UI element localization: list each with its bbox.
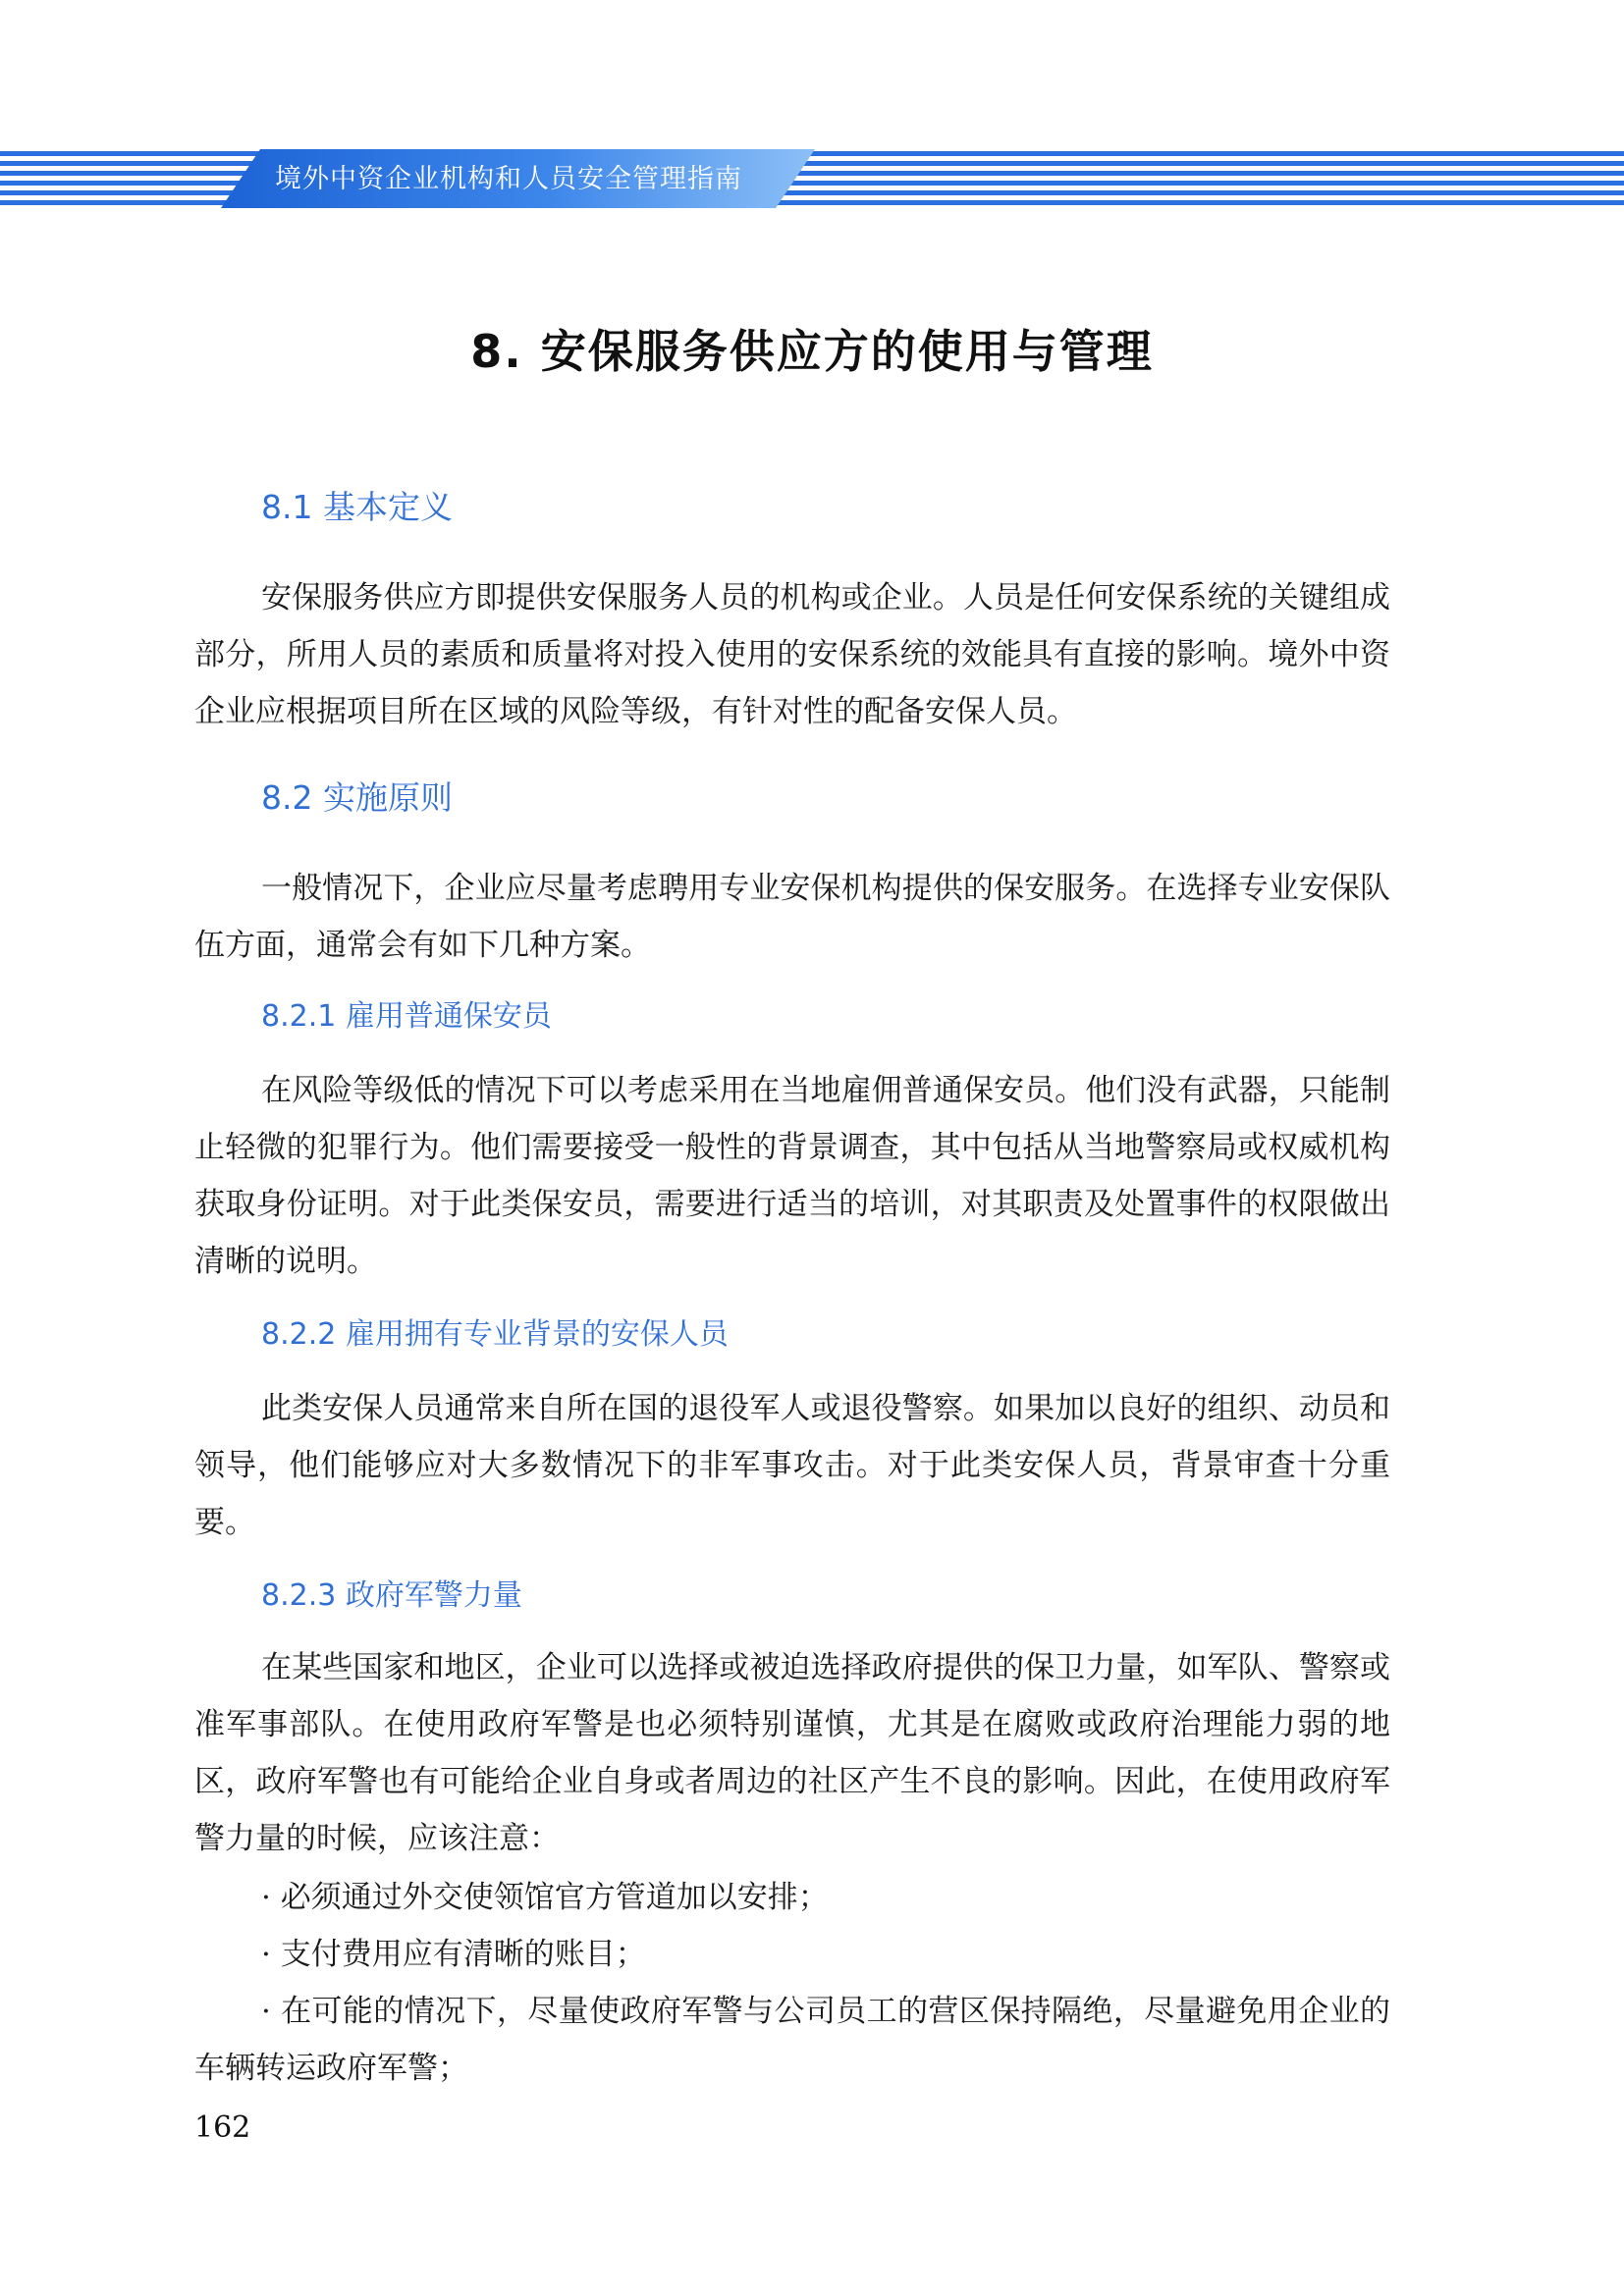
chapter-title: 8. 安保服务供应方的使用与管理 (470, 325, 1154, 378)
paragraph-8-2-1: 在风险等级低的情况下可以考虑采用在当地雇佣普通保安员。他们没有武器，只能制止轻微的犯罪行为。他们需要接受一般性的背景调查，其中包括从当地警察局或权威机构获取身份证明。对于此类保安员，需要进行适当的培训，对其职责及处置事件的权限做出清晰的说明。 (194, 1073, 1390, 1279)
paragraph-8-1: 安保服务供应方即提供安保服务人员的机构或企业。人员是任何安保系统的关键组成部分，所用人员的素质和质量将对投入使用的安保系统的效能具有直接的影响。境外中资企业应根据项目所在区域的风险等级，有针对性的配备安保人员。 (194, 580, 1390, 729)
bullet-item: · 必须通过外交使领馆官方管道加以安排； (261, 1880, 829, 1915)
bullet-item: · 支付费用应有清晰的账目； (261, 1937, 646, 1972)
paragraph-8-2: 一般情况下，企业应尽量考虑聘用专业安保机构提供的保安服务。在选择专业安保队伍方面，通常会有如下几种方案。 (194, 871, 1390, 963)
bullet-item: · 在可能的情况下，尽量使政府军警与公司员工的营区保持隔绝，尽量避免用企业的车辆转运政府军警； (194, 1994, 1390, 2086)
page-number: 162 (194, 2110, 251, 2145)
section-heading-8-2-2: 8.2.2 雇用拥有专业背景的安保人员 (261, 1317, 729, 1352)
header-band (0, 149, 1624, 208)
section-heading-8-2-1: 8.2.1 雇用普通保安员 (261, 999, 552, 1034)
section-heading-8-2: 8.2 实施原则 (261, 778, 453, 817)
paragraph-8-2-3: 在某些国家和地区，企业可以选择或被迫选择政府提供的保卫力量，如军队、警察或准军事部队。在使用政府军警是也必须特别谨慎，尤其是在腐败或政府治理能力弱的地区，政府军警也有可能给企业自身或者周边的社区产生不良的影响。因此，在使用政府军警力量的时候，应该注意： (194, 1650, 1390, 1856)
paragraph-8-2-2: 此类安保人员通常来自所在国的退役军人或退役警察。如果加以良好的组织、动员和领导，他们能够应对大多数情况下的非军事攻击。对于此类安保人员，背景审查十分重要。 (194, 1391, 1390, 1540)
running-header-title: 境外中资企业机构和人员安全管理指南 (275, 164, 742, 194)
section-heading-8-1: 8.1 基本定义 (261, 488, 453, 526)
header-band-graphic (0, 149, 1624, 208)
section-heading-8-2-3: 8.2.3 政府军警力量 (261, 1578, 522, 1613)
